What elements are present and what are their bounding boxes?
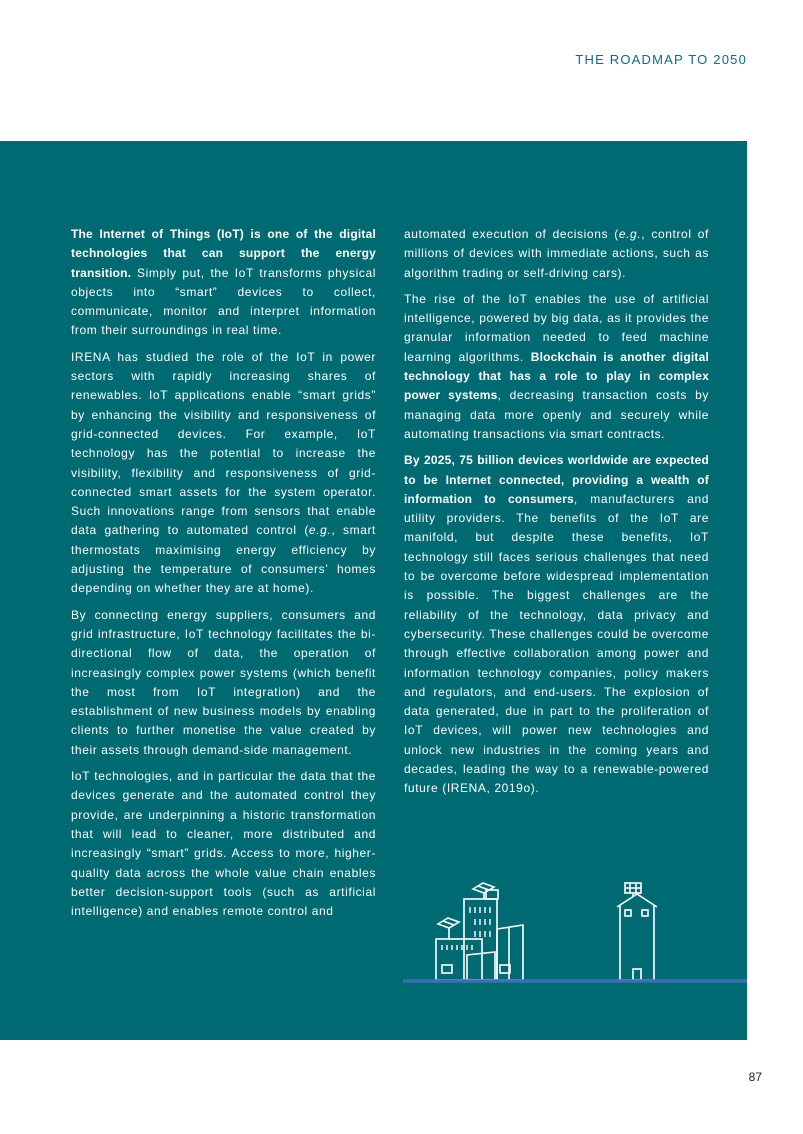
- right-paragraph-3: By 2025, 75 billion devices worldwide are expected to be Internet connected, providing a wealth of information to consumers, manufacturers and utility providers. The benefits of the IoT are manifold, but despite these benefits, IoT technology still faces serious challenges that need to be overcome before widespread implementation is possible. The biggest challenges are the reliability of the technology, data privacy and cybersecurity. These challenges could be overcome through effective collaboration among power and information technology companies, policy makers and regulators, and end-users. The explosion of data generated, due in part to the proliferation of IoT devices, will power new technologies and unlock new industries in the coming years and decades, leading the way to a renewable-powered future (IRENA, 2019o).: [404, 453, 709, 796]
- right-paragraph-1: automated execution of decisions (e.g., control of millions of devices with immediate actions, such as algorithm trading or self-driving cars).: [404, 227, 709, 280]
- city-and-house-illustration: [403, 879, 747, 989]
- left-paragraph-4: IoT technologies, and in particular the data that the devices generate and the automated control they provide, are underpinning a historic transformation that will lead to cleaner, more distributed and increasingly “smart” grids. Access to more, higher-quality data across the whole value chain enables better decision-support tools (such as artificial intelligence) and enables remote control and: [71, 769, 376, 919]
- iot-intro-highlight: The Internet of Things (IoT) is one of the digital technologies that can support the energy transition.: [71, 227, 376, 280]
- left-paragraph-3: By connecting energy suppliers, consumers and grid infrastructure, IoT technology facilitates the bi-directional flow of data, the operation of increasingly complex power systems (which benefit the most from IoT integration) and the establishment of new business models by enabling clients to further monetise the value created by their assets through demand-side management.: [71, 607, 376, 757]
- running-header: THE ROADMAP TO 2050: [575, 52, 747, 67]
- right-paragraph-2: The rise of the IoT enables the use of artificial intelligence, powered by big data, as it provides the granular information needed to feed machine learning algorithms. Blockchain is another digital technology that has a role to play in complex power systems, decreasing transaction costs by managing data more openly and securely while automating transactions via smart contracts.: [404, 291, 710, 441]
- blockchain-highlight: Blockchain is another digital technology that has a role to play in complex power systems: [404, 349, 710, 403]
- house-solar-icon: [617, 883, 657, 980]
- page-number: 87: [748, 1070, 762, 1084]
- right-column: [404, 225, 709, 806]
- devices-2025-highlight: By 2025, 75 billion devices worldwide are expected to be Internet connected, providing a wealth of information to consumers: [404, 453, 709, 506]
- left-column: [71, 225, 376, 928]
- content-panel: [0, 141, 747, 1040]
- left-paragraph-1: The Internet of Things (IoT) is one of the digital technologies that can support the energy transition. Simply put, the IoT transforms physical objects into “smart” devices to collect, communicate, monitor and interpret information from their surroundings in real time.: [71, 227, 376, 338]
- city-buildings-solar-icon: [436, 883, 523, 980]
- left-paragraph-2: IRENA has studied the role of the IoT in power sectors with rapidly increasing shares of renewables. IoT applications enable “smart grids” by enhancing the visibility and responsiveness of grid-connected devices. For example, IoT technology has the potential to increase the visibility, flexibility and responsiveness of grid-connected smart assets for the system operator. Such innovations range from sensors that enable data gathering to automated control (e.g., smart thermostats maximising energy efficiency by adjusting the temperature of consumers’ homes depending on whether they are at home).: [71, 349, 376, 596]
